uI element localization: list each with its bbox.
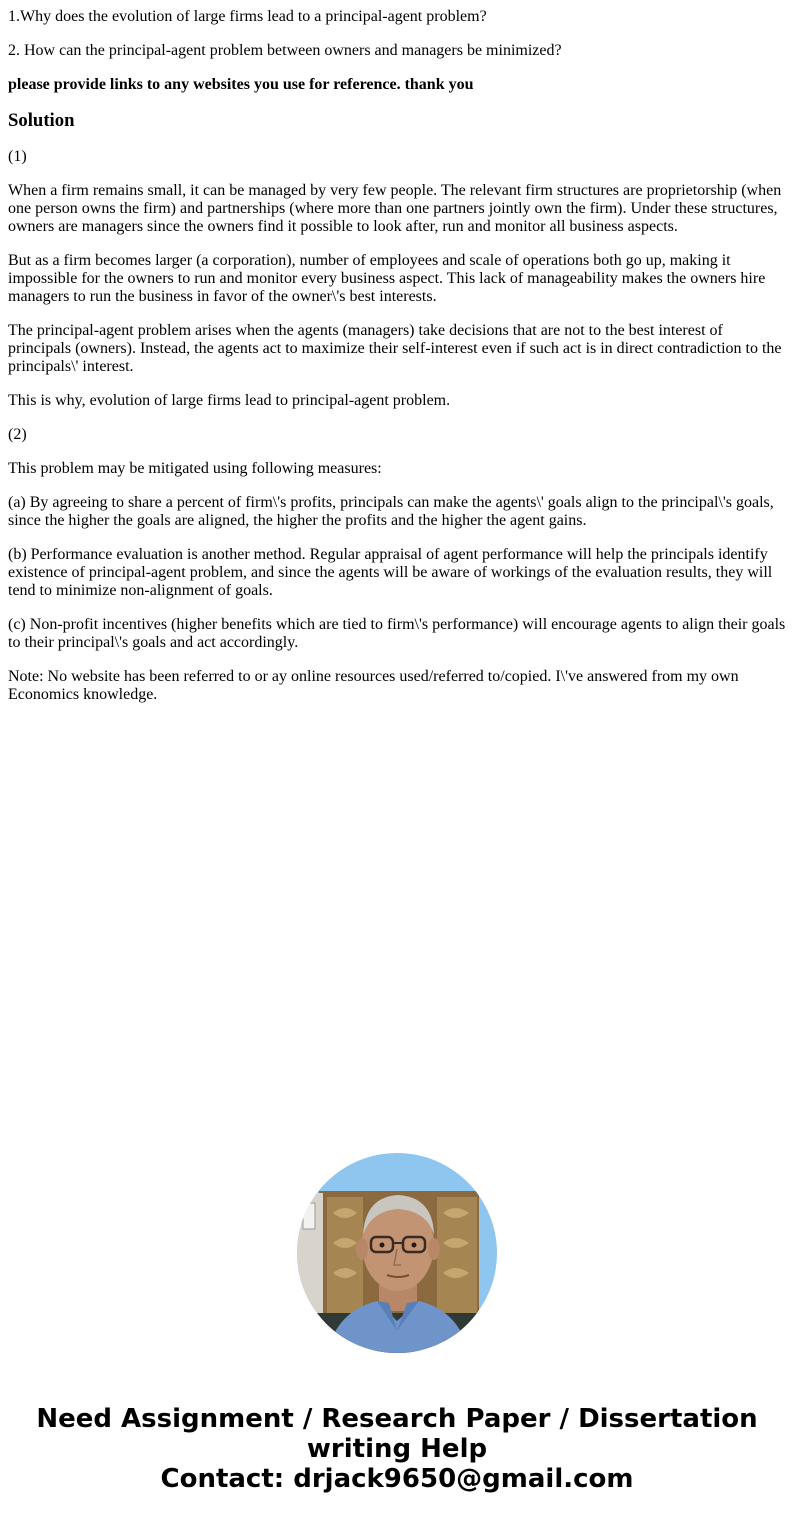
question-1: 1.Why does the evolution of large firms lead to a principal-agent problem? [8, 8, 487, 25]
promo-line-1: Need Assignment / Research Paper / Dissertation [36, 1404, 758, 1434]
part-2-intro: This problem may be mitigated using following measures: [8, 460, 382, 477]
promo-line-2: writing Help [306, 1434, 488, 1464]
part-1-paragraph: The principal-agent problem arises when the agents (managers) take decisions that are not to the best interest of principals (owners). Instead, the agents act to maximize their self-interest even if such act is in direct contradiction to the principals\' interest. [8, 322, 782, 375]
part-1-label: (1) [8, 148, 27, 165]
part-2-item-c: (c) Non-profit incentives (higher benefits which are tied to firm\'s performance) will encourage agents to align their goals to their principal\'s goals and act accordingly. [8, 616, 786, 651]
part-1-paragraph: When a firm remains small, it can be managed by very few people. The relevant firm structures are proprietorship (when one person owns the firm) and partnerships (where more than one partners jointly own the firm). Under these structures, owners are managers since the owners find it possible to look after, run and monitor all business aspects. [8, 182, 782, 235]
part-1-paragraph: But as a firm becomes larger (a corporation), number of employees and scale of operations both go up, making it impossible for the owners to run and monitor every business aspect. This lack of manageability makes the owners hire managers to run the business in favor of the owner\'s best interests. [8, 252, 766, 305]
part-2-label: (2) [8, 426, 27, 443]
part-1-paragraph: This is why, evolution of large firms lead to principal-agent problem. [8, 392, 451, 409]
reference-request: please provide links to any websites you use for reference. thank you [8, 76, 474, 93]
part-2-item-b: (b) Performance evaluation is another method. Regular appraisal of agent performance will help the principals identify existence of principal-agent problem, and since the agents will be aware of workings of the evaluation results, they will tend to minimize non-alignment of goals. [8, 546, 773, 599]
document-content [8, 8, 786, 720]
avatar-photo [297, 1153, 497, 1353]
tutor-avatar [297, 1153, 497, 1353]
part-2-item-a: (a) By agreeing to share a percent of firm\'s profits, principals can make the agents\' goals align to the principal\'s goals, since the higher the goals are aligned, the higher the profits and the higher the agent gains. [8, 494, 774, 529]
promo-banner [0, 1404, 794, 1494]
question-2: 2. How can the principal-agent problem between owners and managers be minimized? [8, 42, 562, 59]
solution-heading: Solution [8, 110, 75, 131]
note: Note: No website has been referred to or ay online resources used/referred to/copied. I\'ve answered from my own Economics knowledge. [8, 668, 739, 703]
promo-contact: Contact: drjack9650@gmail.com [160, 1464, 634, 1494]
